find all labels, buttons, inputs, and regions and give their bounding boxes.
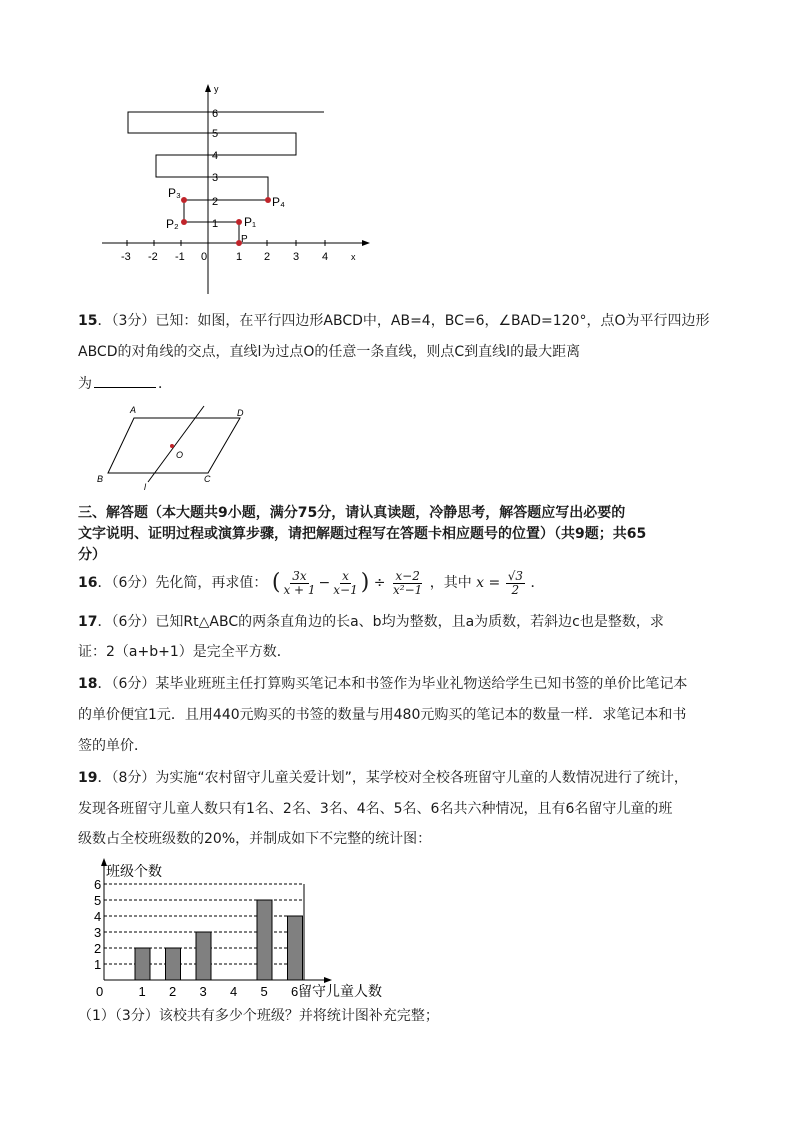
- q15-line1: 15．（3分）已知：如图，在平行四边形ABCD中，AB=4，BC=6，∠BAD=120°，点O为平行四边形: [78, 313, 710, 329]
- chart-x-tick-label: 4: [230, 984, 238, 999]
- question-score: （6分）: [111, 676, 156, 692]
- x-tick-label: 3: [293, 251, 300, 263]
- coordinate-path-graph: [96, 80, 376, 300]
- question-number: 16: [78, 575, 98, 591]
- point-label: P₄: [272, 195, 285, 209]
- q15-line2: ABCD的对角线的交点，直线l为过点O的任意一条直线，则点C到直线l的最大距离: [78, 344, 581, 360]
- point-p2: [181, 219, 187, 225]
- section3-header-line1: 三、解答题（本大题共9小题，满分75分，请认真读题，冷静思考，解答题应写出必要的: [78, 505, 626, 521]
- label-o: O: [176, 450, 184, 460]
- q19-line3: 级数占全校班级数的20%，并制成如下不完整的统计图：: [78, 831, 432, 847]
- q15-prefix: 为: [78, 376, 92, 392]
- label-d: D: [237, 408, 244, 418]
- q15-line3: [78, 373, 172, 394]
- q15-suffix: ．: [158, 376, 172, 392]
- x-tick-label: 2: [264, 251, 271, 263]
- chart-y-tick-label: 6: [94, 877, 102, 892]
- label-a: A: [130, 405, 137, 415]
- chart-bar: [166, 948, 181, 980]
- question-number: 18: [78, 676, 98, 692]
- x-tick-label: -1: [175, 251, 185, 263]
- point-label: P₁: [244, 215, 257, 229]
- chart-y-tick-label: 1: [94, 957, 102, 972]
- spiral-path: [128, 112, 324, 243]
- x-axis-arrow: [362, 240, 370, 246]
- question-score: （6分）: [111, 614, 156, 630]
- chart-bar: [288, 916, 303, 980]
- chart-y-tick-label: 4: [94, 909, 102, 924]
- fraction: $\frac{3x}{x + 1}$: [283, 568, 316, 597]
- chart-bar: [257, 900, 272, 980]
- point-label: P₂: [166, 217, 179, 231]
- question-score: （8分）: [111, 770, 156, 786]
- chart-y-tick-label: 5: [94, 893, 102, 908]
- fraction: $\frac{√3}{2}$: [507, 568, 523, 597]
- fraction: $\frac{x}{x-1}$: [333, 568, 358, 597]
- point-p3: [181, 197, 187, 203]
- parallelogram-abcd: [108, 418, 240, 473]
- point-label: P: [241, 234, 248, 245]
- label-l: l: [144, 482, 146, 492]
- label-b: B: [97, 474, 104, 484]
- y-tick-label: 4: [212, 150, 219, 162]
- y-tick-label: 3: [212, 172, 219, 184]
- answer-blank[interactable]: [94, 373, 156, 388]
- chart-bar: [135, 948, 150, 980]
- y-axis-arrow: [205, 84, 211, 92]
- label-c: C: [204, 474, 211, 484]
- chart-y-tick-label: 2: [94, 941, 102, 956]
- parallelogram-figure: [92, 402, 262, 494]
- point-p1: [236, 219, 242, 225]
- question-number: 19: [78, 770, 98, 786]
- line-l: [148, 406, 204, 482]
- q17-line1: 17．（6分）已知Rt△ABC的两条直角边的长a、b均为整数，且a为质数，若斜边c也是整数，求: [78, 614, 664, 630]
- q18-line2: 的单价便宜1元．且用440元购买的书签的数量与用480元购买的笔记本的数量一样．求笔记本和书: [78, 707, 687, 723]
- y-tick-label: 2: [212, 196, 219, 208]
- chart-x-tick-label: 3: [199, 984, 207, 999]
- question-score: （6分）: [111, 575, 156, 591]
- point-p4: [265, 197, 271, 203]
- y-tick-label: 1: [212, 218, 219, 230]
- q17-line2: 证：2（a+b+1）是完全平方数．: [78, 644, 291, 660]
- chart-bar: [196, 932, 211, 980]
- question-number: 17: [78, 614, 98, 630]
- section3-header-line3: 分）: [78, 547, 106, 563]
- chart-xlabel: 留守儿童人数: [298, 983, 382, 999]
- y-tick-label: 5: [212, 128, 219, 140]
- q19-sub1: （1）（3分）该校共有多少个班级？并将统计图补充完整；: [78, 1008, 439, 1024]
- q15-text1: 已知：如图，在平行四边形ABCD中，AB=4，BC=6，∠BAD=120°，点O为平行四边形: [155, 313, 710, 329]
- question-score: （3分）: [111, 313, 156, 329]
- chart-x-tick-label: 2: [169, 984, 177, 999]
- chart-origin-label: 0: [96, 984, 104, 999]
- fraction: $\frac{x-2}{\text{x²−1}}$: [392, 568, 423, 597]
- section3-header-line2: 文字说明、证明过程或演算步骤，请把解题过程写在答题卡相应题号的位置）（共9题；共65: [78, 526, 647, 542]
- q19-line2: 发现各班留守儿童人数只有1名、2名、3名、4名、5名、6名共六种情况，且有6名留守儿童的班: [78, 801, 673, 817]
- point-label: P₃: [168, 186, 181, 200]
- chart-y-tick-label: 3: [94, 925, 102, 940]
- x-axis-label: x: [351, 252, 356, 262]
- y-axis-label: y: [214, 84, 219, 94]
- bar-chart: [86, 856, 406, 1006]
- chart-x-tick-label: 5: [260, 984, 268, 999]
- q18-line3: 签的单价．: [78, 738, 148, 754]
- q16-text: 先化简，再求值：: [155, 575, 268, 591]
- x-tick-label: 4: [322, 251, 329, 263]
- y-tick-label: 6: [212, 108, 219, 120]
- q19-line1: 19．（8分）为实施“农村留守儿童关爱计划”，某学校对全校各班留守儿童的人数情况进行了统计，: [78, 770, 688, 786]
- q16-line: 16．（6分）先化简，再求值： ( $\frac{3x}{x + 1}$ − $\frac{x}{x-1}$ ) ÷ $\frac{x-2}{\text{x²−1}}$ ，其中 x = $\frac{√3}{2}$ ．: [78, 568, 545, 597]
- q18-line1: 18．（6分）某毕业班班主任打算购买笔记本和书签作为毕业礼物送给学生已知书签的单价比笔记本: [78, 676, 688, 692]
- chart-x-tick-label: 6: [291, 984, 299, 999]
- x-tick-label: -2: [148, 251, 158, 263]
- x-tick-label: 0: [201, 251, 208, 263]
- x-tick-label: 1: [236, 251, 243, 263]
- chart-x-tick-label: 1: [138, 984, 146, 999]
- question-number: 15: [78, 313, 98, 329]
- chart-ylabel: 班级个数: [106, 863, 162, 879]
- x-tick-label: -3: [121, 251, 131, 263]
- point-o: [170, 444, 174, 448]
